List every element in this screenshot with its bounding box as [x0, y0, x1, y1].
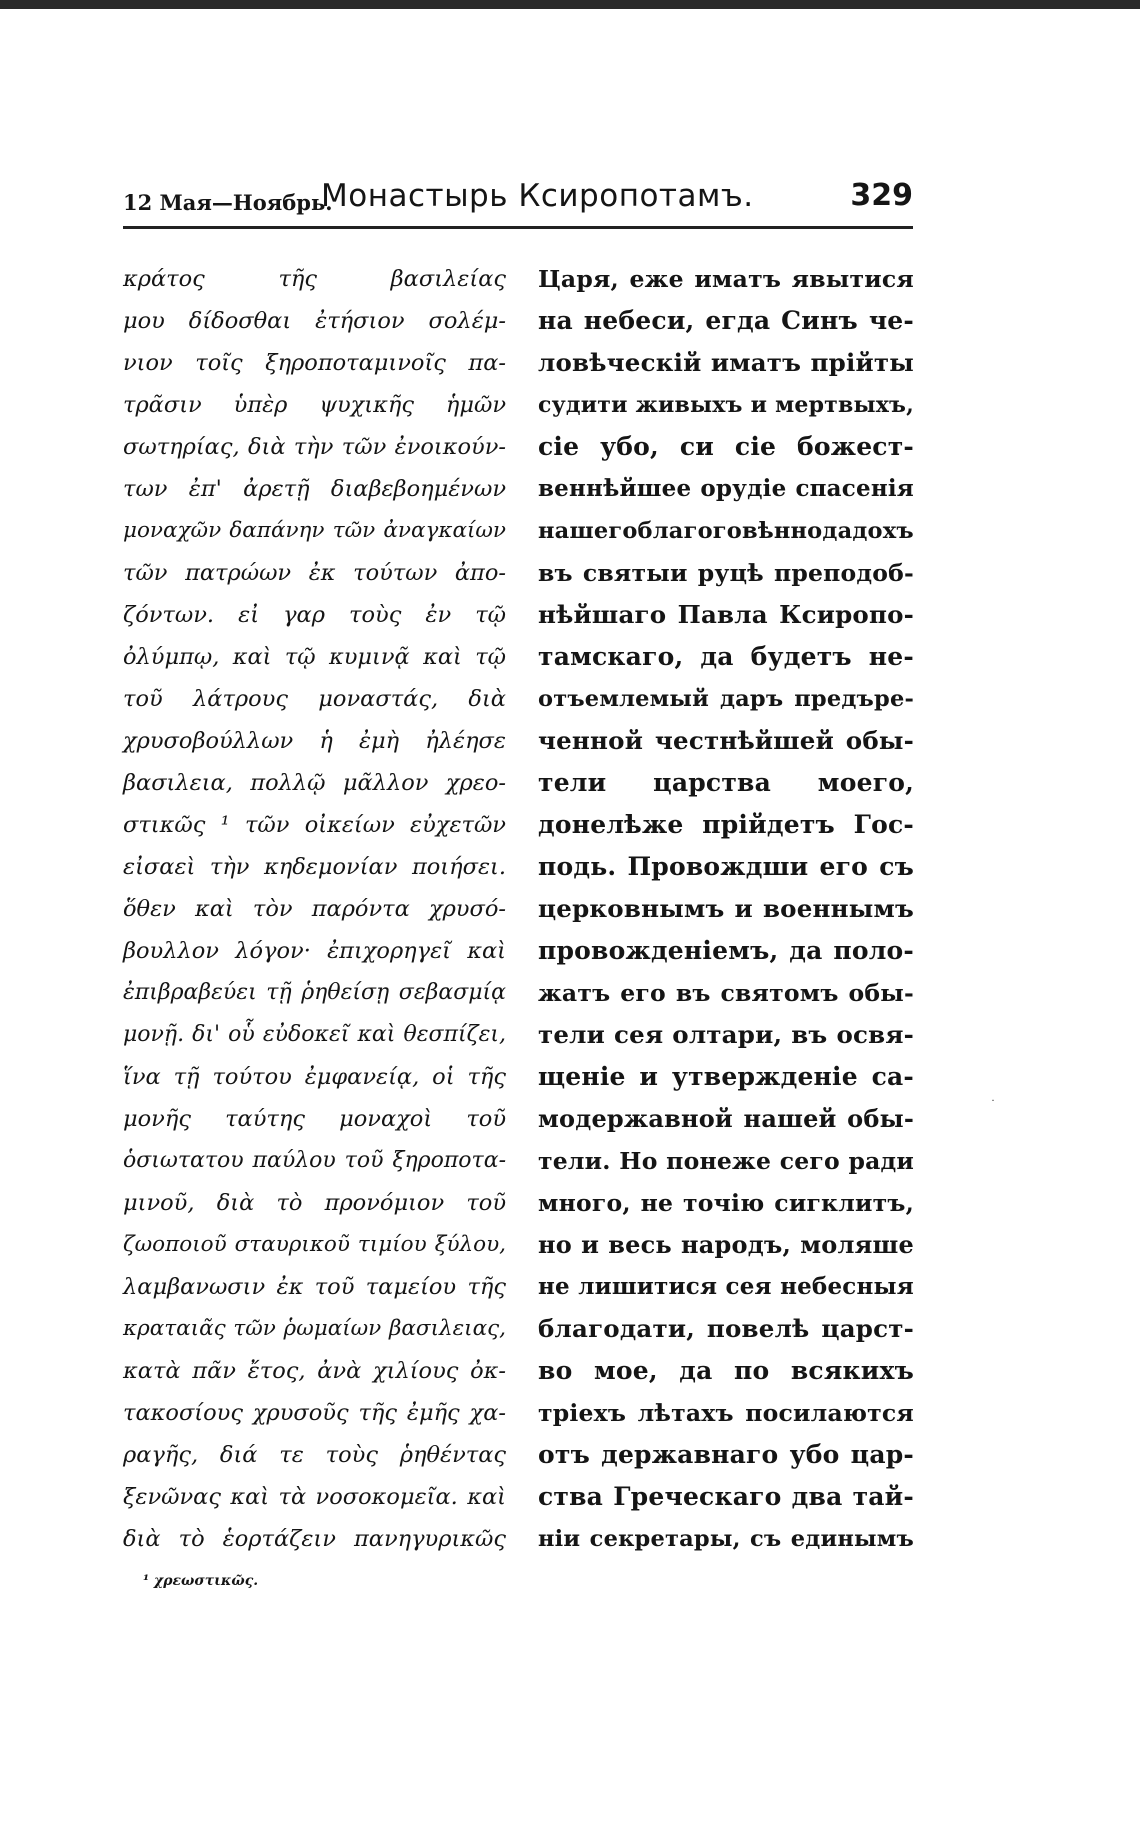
slavonic-line: отъемлемый даръ предъре- — [538, 686, 914, 712]
greek-line: εἰσαεὶ τὴν κηδεμονίαν ποιήσει. — [123, 854, 506, 880]
slavonic-line: веннѣйшее орудіе спасенія — [538, 475, 914, 502]
page-title: Монастырь Ксиропотамъ. — [321, 178, 754, 214]
page-number: 329 — [850, 178, 913, 213]
greek-line: κατὰ πᾶν ἔτος, ἀνὰ χιλίους ὀκ- — [123, 1358, 506, 1384]
slavonic-line: нѣйшаго Павла Ксиропо- — [538, 600, 914, 629]
page-header — [123, 178, 913, 224]
greek-line: λαμβανωσιν ἐκ τοῦ ταμείου τῆς — [123, 1274, 506, 1300]
slavonic-line: провожденіемъ, да поло- — [538, 936, 914, 965]
greek-line: νιον τοῖς ξηροποταμινοῖς πα- — [123, 350, 506, 376]
greek-line: μου δίδοσθαι ἐτήσιον σολέμ- — [123, 308, 506, 334]
greek-line: μονῇ. δι' οὗ εὐδοκεῖ καὶ θεσπίζει, — [123, 1022, 506, 1047]
greek-line: ὅθεν καὶ τὸν παρόντα χρυσό- — [123, 896, 506, 922]
slavonic-line: на небеси, егда Синъ че- — [538, 306, 914, 335]
greek-line: μονῆς ταύτης μοναχοὶ τοῦ — [123, 1106, 506, 1132]
slavonic-line: не лишитися сея небесныя — [538, 1273, 914, 1300]
greek-line: των ἐπ' ἀρετῇ διαβεβοημένων — [123, 476, 506, 502]
greek-line: βασιλεια, πολλῷ μᾶλλον χρεο- — [123, 770, 506, 796]
slavonic-line: много, не точію сигклитъ, — [538, 1189, 914, 1217]
slavonic-line: церковнымъ и военнымъ — [538, 894, 914, 923]
greek-line: κράτος τῆς βασιλείας — [123, 266, 506, 292]
slavonic-column — [538, 258, 914, 1560]
greek-line: ζόντων. εἰ γαρ τοὺς ἐν τῷ — [123, 602, 506, 628]
slavonic-line: благодати, повелѣ царст- — [538, 1314, 914, 1343]
greek-line: χρυσοβούλλων ἡ ἐμὴ ἠλέησε — [123, 728, 506, 754]
slavonic-line: подь. Провождши его съ — [538, 852, 914, 881]
slavonic-line: модержавной нашей обы- — [538, 1104, 914, 1133]
slavonic-line: въ святыи руцѣ преподоб- — [538, 559, 914, 587]
slavonic-line: тріехъ лѣтахъ посилаются — [538, 1399, 914, 1427]
greek-line: στικῶς ¹ τῶν οἰκείων εὐχετῶν — [123, 812, 506, 838]
slavonic-line: ловѣческій иматъ прійты — [538, 348, 914, 377]
header-dates: 12 Мая—Ноябрь. — [123, 190, 333, 215]
greek-line: σωτηρίας, διὰ τὴν τῶν ἐνοικούν- — [123, 434, 506, 460]
slavonic-line: ства Греческаго два тай- — [538, 1482, 914, 1511]
greek-line: ἵνα τῇ τούτου ἐμφανείᾳ, οἱ τῆς — [123, 1064, 506, 1090]
greek-line: τῶν πατρώων ἐκ τούτων ἀπο- — [123, 560, 506, 586]
slavonic-line: судити живыхъ и мертвыхъ, — [538, 392, 914, 418]
slavonic-line: отъ державнаго убо цар- — [538, 1440, 914, 1469]
greek-line: βουλλον λόγον· ἐπιχορηγεῖ καὶ — [123, 938, 506, 964]
greek-line: κραταιᾶς τῶν ῥωμαίων βασιλειας, — [123, 1316, 506, 1341]
greek-column — [123, 258, 506, 1560]
slavonic-line: тамскаго, да будетъ не- — [538, 642, 914, 671]
slavonic-line: тели сея олтари, въ освя- — [538, 1020, 914, 1049]
greek-line: ἐπιβραβεύει τῇ ῥηθείσῃ σεβασμίᾳ — [123, 980, 506, 1005]
greek-line: ὀλύμπῳ, καὶ τῷ κυμινᾷ καὶ τῷ — [123, 644, 506, 670]
margin-speck: ˙ — [990, 1098, 996, 1112]
greek-line: ξενῶνας καὶ τὰ νοσοκομεῖα. καὶ — [123, 1484, 506, 1510]
greek-line: ζωοποιοῦ σταυρικοῦ τιμίου ξύλου, — [123, 1232, 506, 1257]
greek-line: ραγῆς, διά τε τοὺς ῥηθέντας — [123, 1442, 506, 1468]
slavonic-line: но и весь народъ, моляше — [538, 1230, 914, 1259]
top-border — [0, 0, 1140, 9]
footnote: ¹ χρεωστικῶς. — [143, 1573, 259, 1589]
slavonic-line: сіе убо, си сіе божест- — [538, 432, 914, 461]
header-rule — [123, 226, 913, 229]
greek-line: μοναχῶν δαπάνην τῶν ἀναγκαίων — [123, 518, 506, 543]
slavonic-line: тели царства моего, — [538, 768, 914, 797]
greek-line: τακοσίους χρυσοῦς τῆς ἐμῆς χα- — [123, 1400, 506, 1426]
slavonic-line: жатъ его въ святомъ обы- — [538, 979, 914, 1007]
greek-line: τρᾶσιν ὑπὲρ ψυχικῆς ἡμῶν — [123, 392, 506, 418]
greek-line: τοῦ λάτρους μοναστάς, διὰ — [123, 686, 506, 712]
slavonic-line: ніи секретары, съ единымъ — [538, 1526, 914, 1552]
greek-line: ὁσιωτατου παύλου τοῦ ξηροποτα- — [123, 1148, 506, 1173]
greek-line: διὰ τὸ ἑορτάζειν πανηγυρικῶς — [123, 1526, 506, 1552]
greek-line: μινοῦ, διὰ τὸ προνόμιον τοῦ — [123, 1190, 506, 1216]
slavonic-line: во мое, да по всякихъ — [538, 1356, 914, 1385]
slavonic-line: донелѣже прійдетъ Гос- — [538, 810, 914, 839]
slavonic-line: Царя, еже иматъ явытися — [538, 265, 914, 293]
slavonic-line: нашегоблагоговѣннодадохъ — [538, 518, 914, 544]
slavonic-line: тели. Но понеже сего ради — [538, 1147, 914, 1175]
slavonic-line: щеніе и утвержденіе са- — [538, 1062, 914, 1091]
slavonic-line: ченной честнѣйшей обы- — [538, 726, 914, 755]
